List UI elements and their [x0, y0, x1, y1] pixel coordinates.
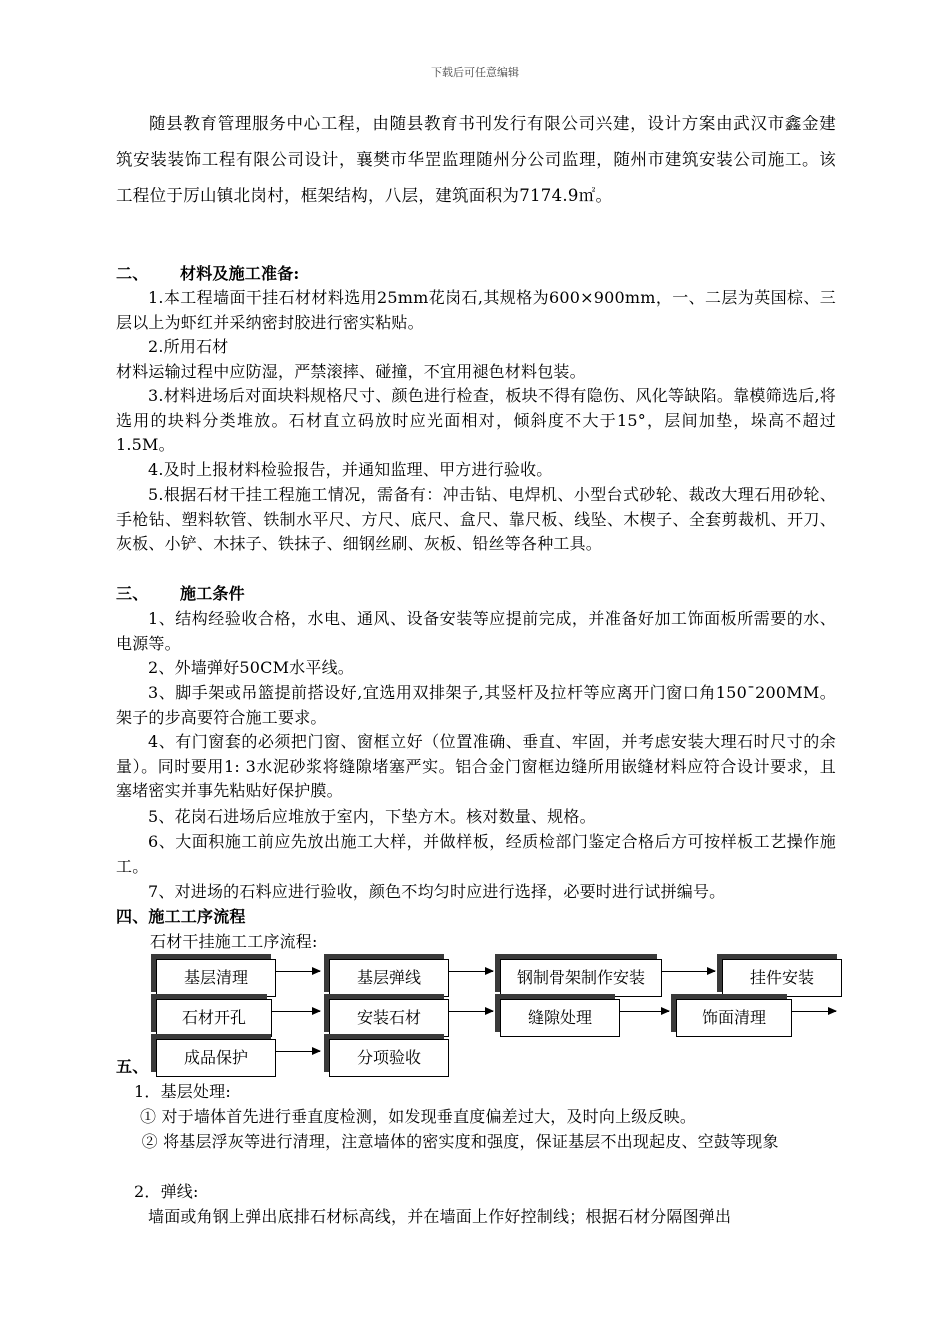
- s5-item-5: 墙面或角钢上弹出底排石材标高线，并在墙面上作好控制线；根据石材分隔图弹出: [148, 1207, 732, 1226]
- s3-item-7: 7、对进场的石料应进行验收，颜色不均匀时应进行选择，必要时进行试拼编号。: [148, 882, 726, 901]
- flow-arrow-3: [662, 971, 715, 972]
- s3-item-1: 1、结构经验收合格，水电、通风、设备安装等应提前完成，并准备好加工饰面板所需要的水、电源等。: [116, 609, 836, 653]
- flow-box-stone-install: 安装石材: [329, 999, 449, 1037]
- s5-item-3: ② 将基层浮灰等进行清理，注意墙体的密实度和强度，保证基层不出现起皮、空鼓等现象: [141, 1132, 779, 1151]
- flow-arrow-8: [276, 1051, 320, 1052]
- flow-box-joint-treatment: 缝隙处理: [500, 999, 620, 1037]
- s2-item-4: 3.材料进场后对面块料规格尺寸、颜色进行检查，板块不得有隐伤、风化等缺陷。靠模筛选后,将选用的块料分类堆放。石材直立码放时应光面相对，倾斜度不大于15°，层间加垫，垛高不超过1.5M。: [116, 386, 836, 454]
- flow-box-hanger-install: 挂件安装: [722, 959, 842, 997]
- flow-box-base-snapline: 基层弹线: [329, 959, 449, 997]
- flow-arrow-2: [449, 971, 493, 972]
- s5-item-2: ① 对于墙体首先进行垂直度检测，如发现垂直度偏差过大，及时向上级反映。: [140, 1107, 697, 1126]
- s5-item-1: 1．基层处理:: [134, 1082, 231, 1101]
- s3-item-2: 2、外墙弹好50CM水平线。: [148, 658, 354, 677]
- s2-item-5: 4.及时上报材料检验报告，并通知监理、甲方进行验收。: [148, 460, 553, 479]
- section-2-number: 二、: [116, 264, 149, 283]
- s2-item-3: 材料运输过程中应防湿，严禁滚摔、碰撞，不宜用褪色材料包装。: [116, 362, 586, 381]
- section-3-title: 施工条件: [180, 584, 245, 603]
- flow-label: 石材干挂施工工序流程:: [150, 932, 318, 951]
- section-2-title: 材料及施工准备:: [180, 264, 300, 283]
- section-5-heading: [116, 1055, 836, 1080]
- s2-item-6: 5.根据石材干挂工程施工情况，需备有：冲击钻、电焊机、小型台式砂轮、裁改大理石用砂轮、手枪钻、塑料软管、铁制水平尺、方尺、底尺、盒尺、靠尺板、线坠、木楔子、全套剪裁机、开刀、灰板、小铲、木抹子、铁抹子、细钢丝刷、灰板、铅丝等各种工具。: [116, 485, 836, 553]
- s2-item-2: 2.所用石材: [148, 337, 229, 356]
- flow-box-acceptance: 分项验收: [329, 1039, 449, 1077]
- flow-box-base-cleaning: 基层清理: [156, 959, 276, 997]
- section-2-heading: [116, 262, 836, 287]
- flow-box-stone-drilling: 石材开孔: [156, 999, 272, 1037]
- section-3-number: 三、: [116, 584, 149, 603]
- s3-item-6: 6、大面积施工前应先放出施工大样，并做样板，经质检部门鉴定合格后方可按样板工艺操作施工。: [116, 832, 836, 876]
- s2-item-1: 1.本工程墙面干挂石材材料选用25mm花岗石,其规格为600×900mm，一、二层为英国棕、三层以上为虾红并采纳密封胶进行密实粘贴。: [116, 288, 836, 332]
- s5-item-4: 2．弹线:: [134, 1182, 199, 1201]
- flow-arrow-1: [276, 971, 320, 972]
- flow-box-product-protection: 成品保护: [156, 1039, 276, 1077]
- intro-paragraph: 随县教育管理服务中心工程，由随县教育书刊发行有限公司兴建，设计方案由武汉市鑫金建筑安装装饰工程有限公司设计，襄樊市华罡监理随州分公司监理，随州市建筑安装公司施工。该工程位于厉山镇北岗村，框架结构，八层，建筑面积为7174.9㎡。: [116, 114, 836, 205]
- flow-arrow-5: [449, 1011, 493, 1012]
- section-5-number: 五、: [116, 1057, 149, 1076]
- section-3-heading: [116, 582, 836, 607]
- s3-item-5: 5、花岗石进场后应堆放于室内，下垫方木。核对数量、规格。: [148, 807, 596, 826]
- s3-item-4: 4、有门窗套的必须把门窗、窗框立好（位置准确、垂直、牢固，并考虑安装大理石时尺寸的余量）。同时要用1: 3水泥砂浆将缝隙堵塞严实。铝合金门窗框边缝所用嵌缝材料应符合设计要求，且塞堵密实并事先粘贴好保护膜。: [116, 732, 836, 800]
- s3-item-3: 3、脚手架或吊篮提前搭设好,宜选用双排架子,其竖杆及拉杆等应离开门窗口角150¯200MM。架子的步高要符合施工要求。: [116, 683, 836, 727]
- section-4-heading: 四、施工工序流程: [116, 907, 246, 926]
- page-header: 下载后可任意编辑: [431, 66, 519, 79]
- flow-arrow-7: [792, 1011, 836, 1012]
- flow-arrow-6: [620, 1011, 669, 1012]
- flow-box-surface-cleaning: 饰面清理: [676, 999, 792, 1037]
- flow-arrow-4: [272, 1011, 320, 1012]
- flow-box-steel-frame: 钢制骨架制作安装: [500, 959, 662, 997]
